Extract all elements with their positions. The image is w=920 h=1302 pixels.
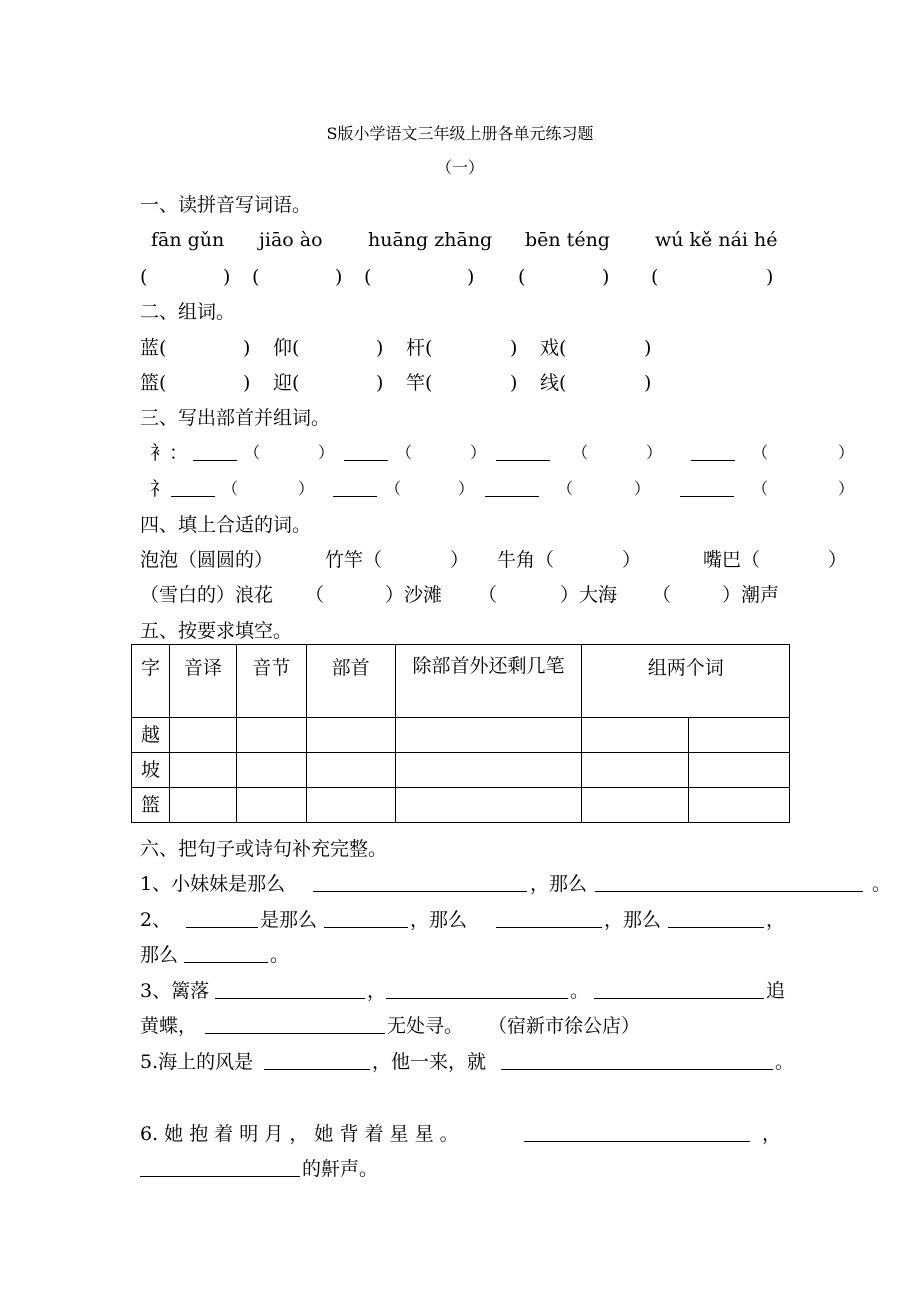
word-group-close: ) [510,337,518,359]
row-char: 越 [132,718,170,753]
answer-paren-close-1: ) [223,266,231,288]
word-group-8: 线( [540,372,567,394]
answer-paren-open-2: ( [252,266,260,288]
answer-cell[interactable] [236,718,306,753]
sentence-6-text: ， [762,1123,782,1145]
fill-table [131,644,790,823]
blank-line [668,908,764,928]
header-two-words: 组两个词 [582,645,790,718]
sentence-3-text: ， [367,980,387,1002]
paren-close: ） [470,443,487,462]
pinyin-1: fān gǔn [151,229,225,251]
paren-close: ） [458,479,475,498]
paren-close: ） [646,443,663,462]
blank-line [171,477,215,497]
fill-phrase: ）潮声 [722,584,780,606]
table-header-row [132,645,790,718]
blank-line [501,1050,773,1070]
answer-paren-open-1: ( [140,266,148,288]
fill-phrase: （ [652,584,672,606]
word-group-2: 仰( [273,337,300,359]
section-6-heading: 六、把句子或诗句补充完整。 [140,838,388,860]
word-group-close: ) [376,372,384,394]
fill-phrase: （雪白的）浪花 [140,584,274,606]
blank-line [595,872,863,892]
answer-cell[interactable] [306,753,395,788]
poem-source: （宿新市徐公店） [488,1015,641,1037]
table-row [132,753,790,788]
answer-cell[interactable] [582,788,689,823]
radical-label-1: 衤： [150,442,189,464]
fill-phrase: 泡泡（圆圆的） [140,549,274,571]
sentence-6-text: 6. 她 抱 着 明 月 ， 她 背 着 星 星 。 [140,1123,459,1145]
blank-line [140,1157,300,1177]
paren-close: ） [838,479,855,498]
header-yinyi: 音译 [169,645,236,718]
answer-cell[interactable] [582,718,689,753]
sentence-5-text: 。 [775,1051,795,1073]
blank-line [680,477,734,497]
fill-phrase: 嘴巴（ [703,549,761,571]
blank-line [594,979,764,999]
word-group-5: 篮( [140,372,167,394]
worksheet-subtitle: （一） [435,158,484,177]
sentence-6-text: 的鼾声。 [302,1158,379,1180]
sentence-3-text: 追 [766,980,786,1002]
paren-close: ） [634,479,651,498]
answer-paren-open-3: ( [364,266,372,288]
sentence-2-text: ， [766,909,786,931]
blank-line [184,943,268,963]
section-1-heading: 一、读拼音写词语。 [140,194,312,216]
fill-phrase: 牛角（ [497,549,555,571]
sentence-2-text: 那么 [140,944,179,966]
table-row [132,788,790,823]
blank-line [344,441,388,461]
section-3-heading: 三、写出部首并组词。 [140,407,331,429]
paren-close: ） [318,443,335,462]
answer-cell[interactable] [306,788,395,823]
answer-cell[interactable] [689,718,790,753]
paren-open: （ [572,443,589,462]
paren-open: （ [557,479,574,498]
word-group-1: 蓝( [140,337,167,359]
sentence-3-text: 黄蝶， [140,1015,198,1037]
answer-paren-close-2: ) [335,266,343,288]
word-group-6: 迎( [273,372,300,394]
blank-line [333,477,377,497]
word-group-close: ) [644,337,652,359]
pinyin-4: bēn téng [525,229,610,251]
fill-phrase: ）沙滩 [385,584,443,606]
blank-line [324,908,408,928]
blank-line [496,908,602,928]
fill-phrase: 竹竿（ [325,549,383,571]
word-group-close: ) [644,372,652,394]
blank-line [485,477,539,497]
row-char: 篮 [132,788,170,823]
paren-open: （ [244,443,261,462]
paren-open: （ [396,443,413,462]
word-group-3: 杆( [406,337,433,359]
blank-line [193,441,237,461]
word-group-4: 戏( [540,337,567,359]
word-group-close: ) [243,337,251,359]
row-char: 坡 [132,753,170,788]
blank-line [496,441,550,461]
section-2-heading: 二、组词。 [140,301,236,323]
answer-cell[interactable] [169,718,236,753]
header-strokes: 除部首外还剩几笔 [395,645,582,718]
sentence-3-text: 。 [570,980,590,1002]
answer-cell[interactable] [582,753,689,788]
blank-line [264,1050,370,1070]
blank-line [186,908,258,928]
sentence-3-text: 3、篱落 [140,980,210,1002]
fill-phrase: （ [478,584,498,606]
sentence-2-text: ，那么 [410,909,468,931]
word-group-close: ) [376,337,384,359]
paren-open: （ [752,443,769,462]
fill-phrase: ）大海 [560,584,618,606]
pinyin-3: huāng zhāng [368,229,493,251]
sentence-1-text: ，那么 [530,873,588,895]
answer-cell[interactable] [236,753,306,788]
paren-open: （ [752,479,769,498]
header-syllable: 音节 [236,645,306,718]
answer-cell[interactable] [689,788,790,823]
answer-paren-open-5: ( [651,266,659,288]
answer-paren-close-4: ) [602,266,610,288]
answer-cell[interactable] [306,718,395,753]
paren-close: ） [298,479,315,498]
fill-phrase: ） [828,549,848,571]
sentence-1-text: 1、小妹妹是那么 [140,873,286,895]
paren-close: ） [838,443,855,462]
paren-open: （ [222,479,239,498]
sentence-2-text: 2、 [140,909,172,931]
pinyin-5: wú kě nái hé [655,229,778,251]
sentence-5-text: 5.海上的风是 [140,1051,254,1073]
paren-open: （ [385,479,402,498]
sentence-2-text: 。 [270,944,290,966]
word-group-close: ) [510,372,518,394]
pinyin-2: jiāo ào [259,229,323,251]
section-4-heading: 四、填上合适的词。 [140,514,312,536]
sentence-5-text: ，他一来，就 [372,1051,487,1073]
fill-phrase: （ [305,584,325,606]
answer-paren-open-4: ( [518,266,526,288]
sentence-3-text: 无处寻。 [387,1015,464,1037]
blank-line [313,872,527,892]
sentence-2-text: ，那么 [604,909,662,931]
table-row [132,718,790,753]
answer-cell[interactable] [236,788,306,823]
blank-line [691,441,735,461]
answer-cell[interactable] [689,753,790,788]
section-5-heading: 五、按要求填空。 [140,620,293,642]
word-group-close: ) [243,372,251,394]
sentence-1-text: 。 [872,873,892,895]
blank-line [215,979,365,999]
word-group-7: 竿( [406,372,433,394]
fill-phrase: ） [450,549,470,571]
blank-line [386,979,568,999]
blank-line [205,1014,385,1034]
answer-cell[interactable] [395,788,582,823]
answer-paren-close-3: ) [467,266,475,288]
sentence-2-text: 是那么 [260,909,318,931]
answer-cell[interactable] [169,788,236,823]
fill-phrase: ） [622,549,642,571]
answer-cell[interactable] [395,718,582,753]
header-radical: 部首 [306,645,395,718]
worksheet-title: S版小学语文三年级上册各单元练习题 [326,124,594,143]
answer-cell[interactable] [395,753,582,788]
radical-label-2: 礻 [150,478,170,500]
answer-cell[interactable] [169,753,236,788]
answer-paren-close-5: ) [766,266,774,288]
blank-line [524,1122,750,1142]
header-char: 字 [132,645,170,718]
